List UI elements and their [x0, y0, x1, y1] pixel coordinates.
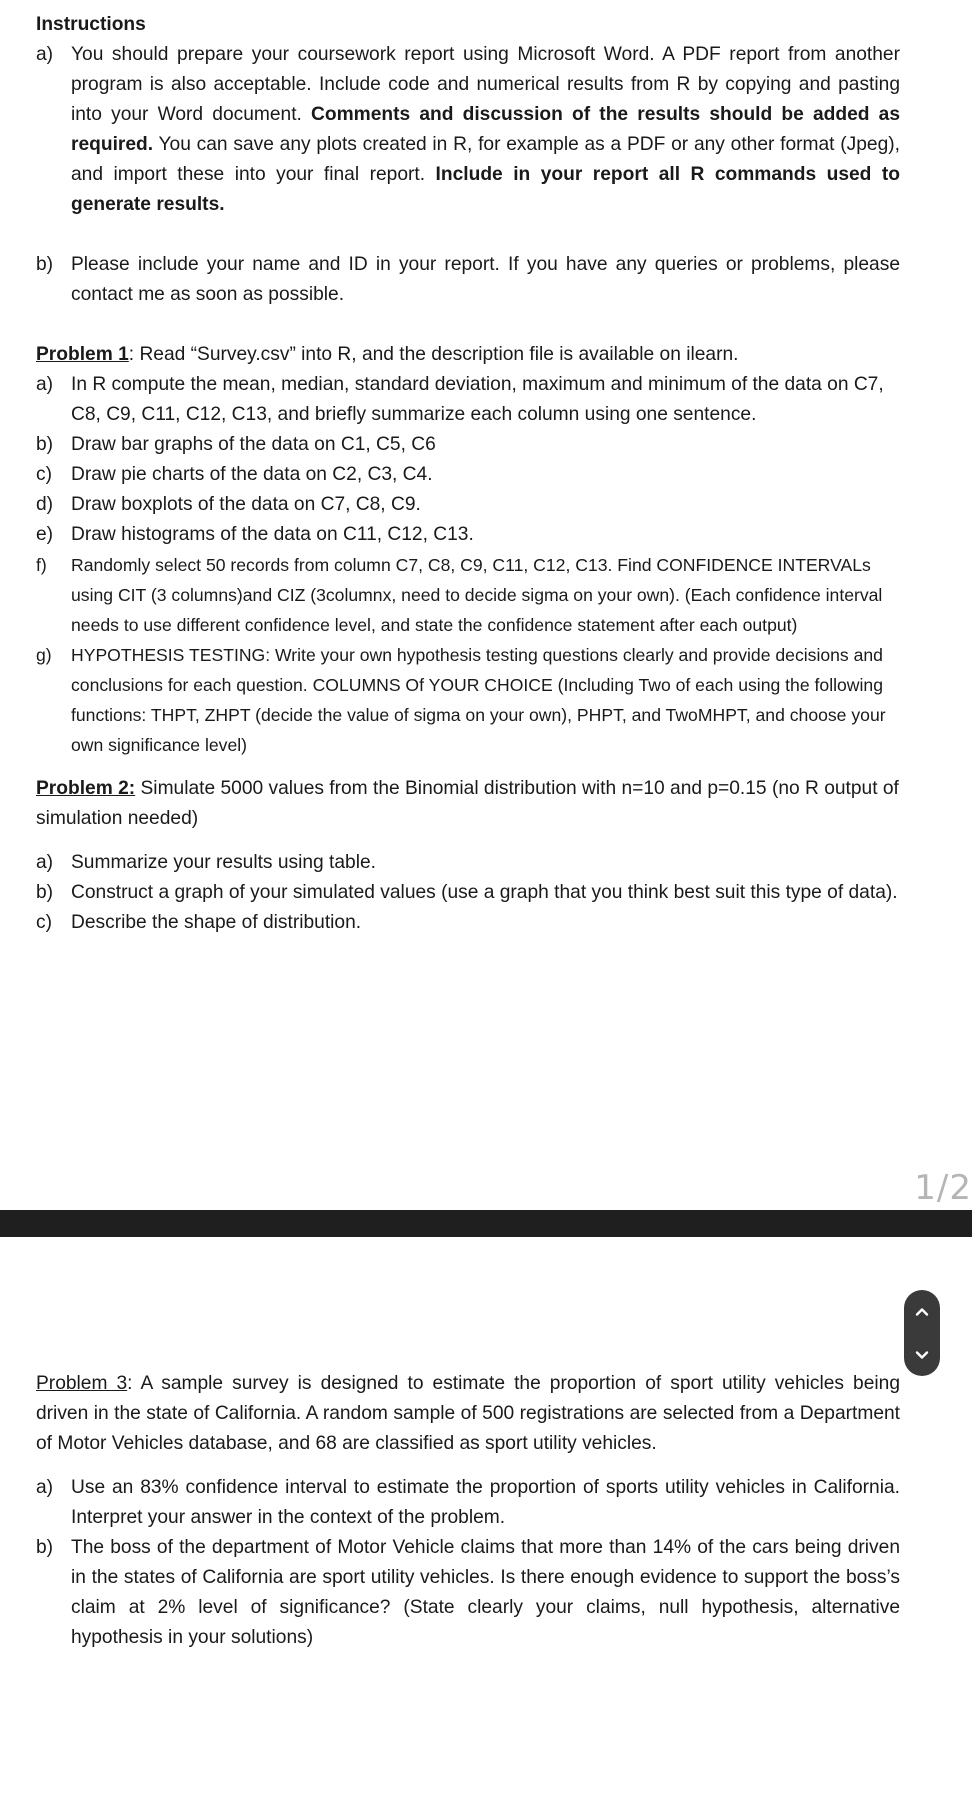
spacer [36, 1459, 900, 1473]
problem-1-item-c-text: Draw pie charts of the data on C2, C3, C4. [71, 464, 433, 485]
page-navigation [904, 1290, 940, 1376]
item-letter: a) [36, 1477, 54, 1498]
problem-2-item-c-text: Describe the shape of distribution. [71, 912, 362, 933]
spacer [36, 834, 900, 848]
instruction-b-text: Please include your name and ID in your report. If you have any queries or problems, please contact me as soon as possible. [71, 254, 900, 305]
problem-1-item-a-text: In R compute the mean, median, standard deviation, maximum and minimum of the data on C7, C8, C9, C11, C12, C13, and briefly summarize each column using one sentence. [71, 374, 884, 425]
problem-3-label: Problem 3 [36, 1373, 128, 1394]
item-letter: b) [36, 434, 54, 455]
problem-2-items [36, 848, 900, 938]
item-letter: a) [36, 44, 54, 65]
item-letter: a) [36, 852, 54, 873]
problem-1-intro-text: : Read “Survey.csv” into R, and the description file is available on ilearn. [128, 344, 739, 365]
problem-1-label: Problem 1 [36, 344, 129, 365]
problem-1-item-e-text: Draw histograms of the data on C11, C12, C13. [71, 524, 474, 545]
instruction-b [36, 250, 900, 310]
problem-2-intro [36, 774, 900, 834]
instruction-a-text-2: You can save any plots created in R, for example as a PDF or any other format (Jpeg), and import these into your final report. [71, 134, 900, 185]
item-letter: b) [36, 254, 54, 275]
problem-1-item-b [36, 430, 900, 460]
problem-1-item-f [36, 550, 900, 640]
instructions-heading: Instructions [36, 14, 146, 35]
instruction-a-text-1: You should prepare your coursework report using Microsoft Word. A PDF report from another program is also acceptable. Include code and numerical results from R by copying and pasting into your Word document. [71, 44, 900, 125]
chevron-up-icon [914, 1304, 930, 1320]
page-2-content [36, 1369, 900, 1653]
item-letter: g) [36, 645, 52, 665]
item-letter: f) [36, 555, 47, 575]
problem-1-item-g-text: HYPOTHESIS TESTING: Write your own hypothesis testing questions clearly and provide decisions and conclusions for each question. COLUMNS Of YOUR CHOICE (Including Two of each using the following functions: THPT, ZHPT (decide the value of sigma on your own), PHPT, and TwoMHPT, and choose your own significance level) [71, 645, 886, 755]
problem-2-item-b [36, 878, 900, 908]
problem-1-item-a [36, 370, 900, 430]
problem-2-intro-text: Simulate 5000 values from the Binomial distribution with n=10 and p=0.15 (no R output of simulation needed) [36, 778, 899, 829]
item-letter: b) [36, 1537, 54, 1558]
problem-1-item-e [36, 520, 900, 550]
item-letter: c) [36, 464, 52, 485]
problem-2-item-a [36, 848, 900, 878]
problem-1-items [36, 370, 900, 760]
item-letter: d) [36, 494, 54, 515]
problem-1-item-d [36, 490, 900, 520]
problem-1-item-c [36, 460, 900, 490]
spacer [36, 760, 900, 774]
problem-2-item-c [36, 908, 900, 938]
page-indicator: 1/2 [914, 1168, 972, 1208]
problem-2-item-a-text: Summarize your results using table. [71, 852, 376, 873]
problem-3-item-b [36, 1533, 900, 1653]
problem-3-items [36, 1473, 900, 1653]
item-letter: b) [36, 882, 54, 903]
problem-3-item-a-text: Use an 83% confidence interval to estimate the proportion of sports utility vehicles in California. Interpret your answer in the context of the problem. [71, 1477, 900, 1528]
instruction-a-bold-2: Include in your report all R commands used to generate results. [71, 164, 900, 215]
item-letter: a) [36, 374, 54, 395]
spacer [36, 220, 900, 250]
instructions-list [36, 40, 900, 310]
document-page-2 [0, 1237, 972, 1802]
problem-3-item-b-text: The boss of the department of Motor Vehicle claims that more than 14% of the cars being driven in the states of California are sport utility vehicles. Is there enough evidence to support the boss’s claim at 2% level of significance? (State clearly your claims, null hypothesis, alternative hypothesis in your solutions) [71, 1537, 900, 1648]
instruction-a [36, 40, 900, 220]
problem-1-item-d-text: Draw boxplots of the data on C7, C8, C9. [71, 494, 421, 515]
page-1-content [36, 10, 900, 938]
spacer [36, 310, 900, 340]
item-letter: c) [36, 912, 52, 933]
problem-2-item-b-text: Construct a graph of your simulated values (use a graph that you think best suit this type of data). [71, 882, 898, 903]
next-page-button[interactable] [904, 1335, 940, 1375]
problem-3-item-a [36, 1473, 900, 1533]
chevron-down-icon [914, 1347, 930, 1363]
problem-1-intro [36, 340, 900, 370]
problem-1-item-b-text: Draw bar graphs of the data on C1, C5, C6 [71, 434, 436, 455]
instruction-a-bold-1: Comments and discussion of the results should be added as required. [71, 104, 900, 155]
problem-3-intro [36, 1369, 900, 1459]
item-letter: e) [36, 524, 54, 545]
problem-2-label: Problem 2: [36, 778, 136, 799]
problem-1-item-f-text: Randomly select 50 records from column C7, C8, C9, C11, C12, C13. Find CONFIDENCE INTERVALs using CIT (3 columns)and CIZ (3columnx, need to decide sigma on your own). (Each confidence interval needs to use different confidence level, and state the confidence statement after each output) [71, 555, 883, 635]
problem-1-item-g [36, 640, 900, 760]
page-divider [0, 1210, 972, 1237]
problem-3-intro-text: : A sample survey is designed to estimate the proportion of sport utility vehicles being driven in the state of California. A random sample of 500 registrations are selected from a Department of Motor Vehicles database, and 68 are classified as sport utility vehicles. [36, 1373, 900, 1454]
previous-page-button[interactable] [904, 1292, 940, 1332]
